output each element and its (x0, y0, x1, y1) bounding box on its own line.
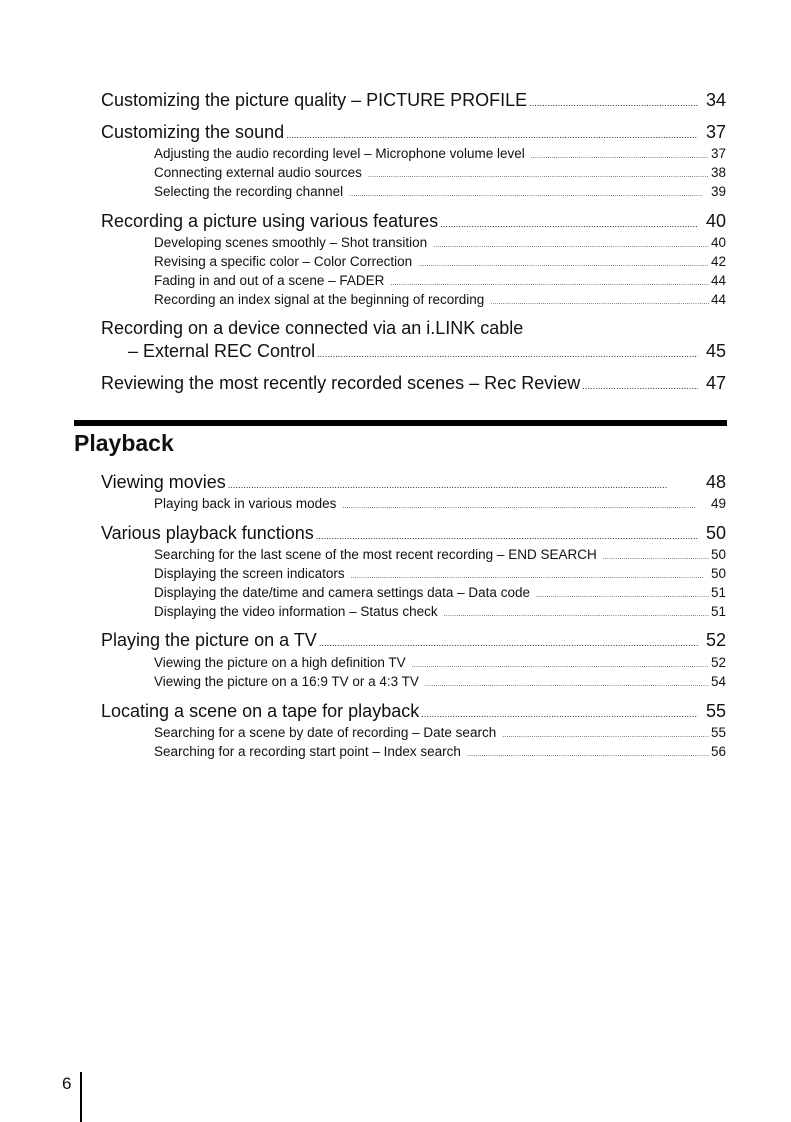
dot-leader (425, 681, 709, 688)
toc-subentry-page: 38 (710, 165, 726, 180)
toc-entry-external-rec-control[interactable] (128, 341, 726, 363)
toc-subentry-title: Playing back in various modes (154, 496, 337, 511)
dot-leader (467, 751, 709, 758)
toc-subentry-title: Selecting the recording channel (154, 184, 344, 199)
toc-entry-title: Locating a scene on a tape for playback (101, 701, 420, 721)
toc-subentry[interactable] (154, 273, 726, 290)
toc-subentry[interactable] (154, 235, 726, 252)
toc-subentry-page: 39 (710, 184, 726, 199)
toc-entry-page: 55 (705, 701, 726, 721)
toc-subentry-title: Displaying the date/time and camera settings data – Data code (154, 585, 530, 600)
toc-subentry-title: Searching for a scene by date of recording – Date search (154, 725, 497, 740)
toc-subentry-page: 55 (710, 725, 726, 740)
dot-leader (502, 732, 709, 739)
toc-subentry-title: Searching for a recording start point – Index search (154, 744, 461, 759)
toc-entry-page: 47 (705, 373, 726, 393)
toc-subentry[interactable] (154, 184, 726, 201)
toc-subentry[interactable] (154, 547, 726, 564)
section-rule (74, 420, 727, 426)
toc-entry-page: 40 (705, 211, 726, 231)
toc-entry-customizing-sound[interactable] (101, 122, 726, 144)
dot-leader (490, 299, 709, 306)
toc-entry-title: Reviewing the most recently recorded scenes – Rec Review (101, 373, 581, 393)
dot-leader (444, 611, 709, 618)
toc-subentry-page: 50 (710, 547, 726, 562)
toc-subentry-page: 40 (710, 235, 726, 250)
toc-subentry[interactable] (154, 254, 726, 271)
toc-entry-title: – External REC Control (128, 341, 316, 361)
toc-subentry-title: Revising a specific color – Color Correction (154, 254, 413, 269)
toc-subentry[interactable] (154, 655, 726, 672)
toc-subentry[interactable] (154, 292, 726, 309)
dot-leader (319, 638, 698, 648)
toc-subentry-title: Connecting external audio sources (154, 165, 362, 180)
toc-subentry-title: Recording an index signal at the beginning of recording (154, 292, 485, 307)
toc-subentry-page: 42 (710, 254, 726, 269)
toc-subentry-page: 56 (710, 744, 726, 759)
toc-subentry[interactable] (154, 725, 726, 742)
toc-subentry[interactable] (154, 496, 726, 513)
dot-leader (529, 98, 698, 108)
dot-leader (531, 153, 709, 160)
toc-subentry-title: Adjusting the audio recording level – Microphone volume level (154, 146, 525, 161)
dot-leader (316, 531, 698, 541)
toc-entry-page: 37 (705, 122, 726, 142)
toc-entry-playback-functions[interactable] (101, 523, 726, 545)
toc-subentry-page: 51 (710, 604, 726, 619)
toc-entry-title: Viewing movies (101, 472, 226, 492)
toc-subentry-page: 50 (710, 566, 726, 581)
dot-leader (351, 573, 709, 580)
toc-subentry-page: 44 (710, 292, 726, 307)
toc-subentry[interactable] (154, 674, 726, 691)
toc-subentry[interactable] (154, 744, 726, 761)
dot-leader (440, 219, 698, 229)
section-heading-playback: Playback (74, 430, 174, 456)
toc-entry-playing-on-tv[interactable] (101, 630, 726, 652)
toc-subentry-title: Displaying the video information – Status check (154, 604, 438, 619)
dot-leader (421, 709, 698, 719)
page-number-divider (80, 1072, 82, 1122)
toc-subentry-page: 44 (710, 273, 726, 288)
dot-leader (390, 280, 709, 287)
dot-leader (228, 480, 698, 490)
toc-subentry-title: Searching for the last scene of the most recent recording – END SEARCH (154, 547, 597, 562)
toc-subentry[interactable] (154, 165, 726, 182)
dot-leader (433, 242, 709, 249)
toc-subentry-title: Viewing the picture on a high definition TV (154, 655, 406, 670)
toc-entry-various-features[interactable] (101, 211, 726, 233)
toc-entry-title: Recording a picture using various features (101, 211, 439, 231)
dot-leader (536, 592, 709, 599)
dot-leader (412, 662, 709, 669)
toc-subentry-title: Developing scenes smoothly – Shot transition (154, 235, 428, 250)
toc-subentry-page: 51 (710, 585, 726, 600)
toc-entry-rec-review[interactable] (101, 373, 726, 395)
toc-entry-title: Customizing the picture quality – PICTURE PROFILE (101, 90, 528, 110)
toc-subentry[interactable] (154, 585, 726, 602)
toc-subentry-page: 49 (710, 496, 726, 511)
toc-entry-page: 48 (705, 472, 726, 492)
toc-entry-locating-scene[interactable] (101, 701, 726, 723)
toc-subentry[interactable] (154, 146, 726, 163)
toc-entry-page: 50 (705, 523, 726, 543)
toc-subentry-title: Fading in and out of a scene – FADER (154, 273, 385, 288)
toc-subentry[interactable] (154, 566, 726, 583)
toc-entry-title: Customizing the sound (101, 122, 285, 142)
page-number: 6 (62, 1074, 72, 1093)
dot-leader (603, 554, 709, 561)
toc-subentry-page: 52 (710, 655, 726, 670)
toc-subentry[interactable] (154, 604, 726, 621)
dot-leader (418, 261, 709, 268)
toc-entry-title: Playing the picture on a TV (101, 630, 317, 650)
toc-subentry-page: 37 (710, 146, 726, 161)
dot-leader (317, 349, 698, 359)
dot-leader (349, 191, 709, 198)
dot-leader (582, 381, 698, 391)
toc-entry-page: 45 (705, 341, 726, 361)
toc-entry-viewing-movies[interactable] (101, 472, 726, 494)
toc-subentry-title: Viewing the picture on a 16:9 TV or a 4:3 TV (154, 674, 419, 689)
dot-leader (342, 503, 709, 510)
dot-leader (368, 172, 709, 179)
toc-subentry-title: Displaying the screen indicators (154, 566, 345, 581)
toc-entry-page: 52 (705, 630, 726, 650)
toc-subentry-page: 54 (710, 674, 726, 689)
dot-leader (286, 130, 698, 140)
toc-entry-title: Various playback functions (101, 523, 314, 543)
toc-entry-picture-profile[interactable] (101, 90, 726, 112)
toc-entry-page: 34 (705, 90, 726, 110)
toc-entry-title-line1[interactable]: Recording on a device connected via an i.LINK cable (101, 318, 524, 338)
